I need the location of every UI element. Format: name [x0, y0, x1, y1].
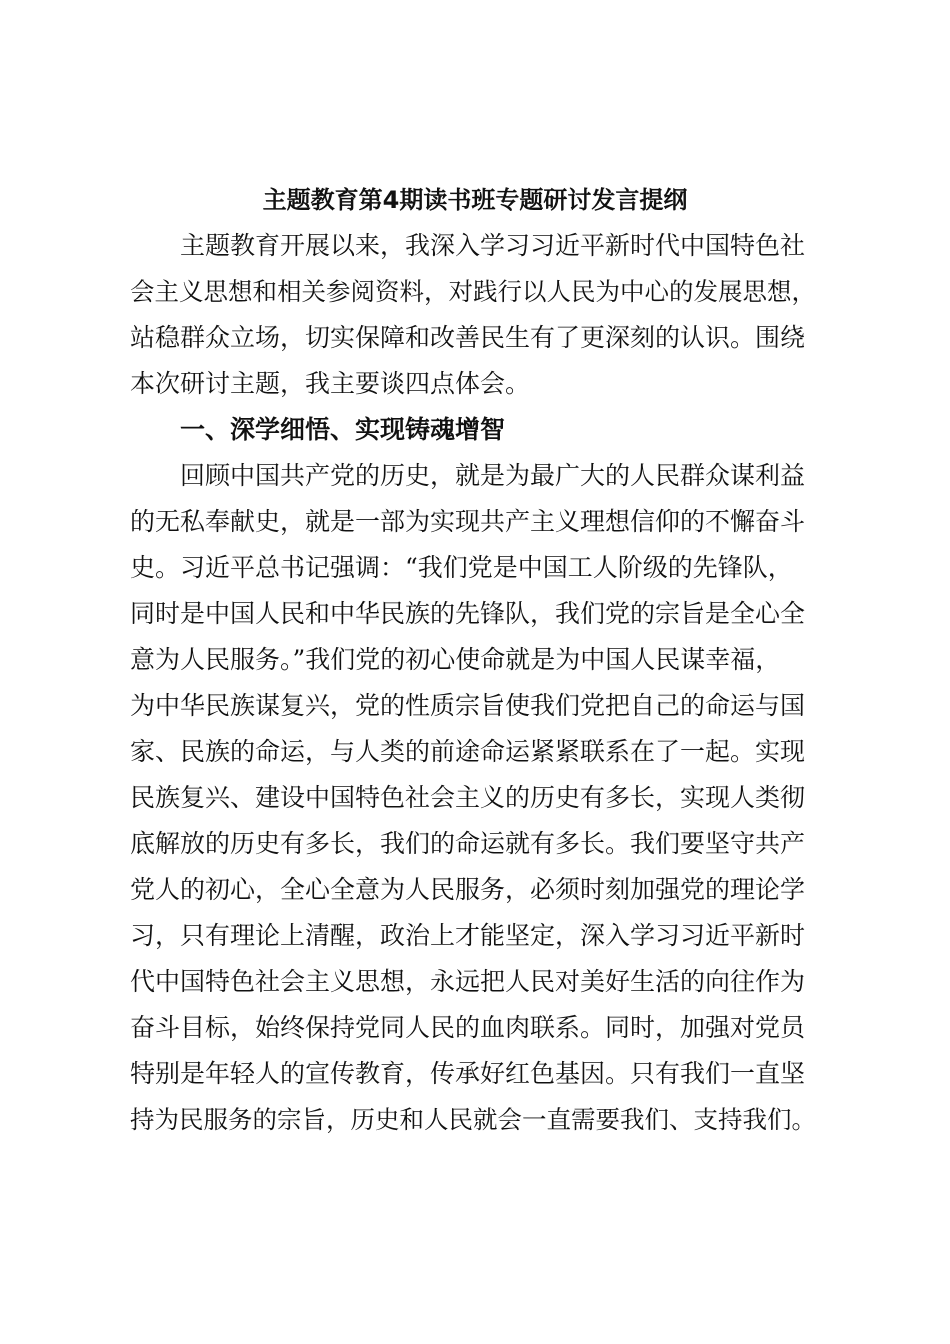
intro-line: 站稳群众立场，切实保障和改善民生有了更深刻的认识。围绕 [130, 323, 806, 352]
body-line: 习，只有理论上清醒，政治上才能坚定，深入学习习近平新时 [130, 921, 806, 950]
intro-line: 本次研讨主题，我主要谈四点体会。 [130, 369, 531, 398]
body-line: 奋斗目标，始终保持党同人民的血肉联系。同时，加强对党员 [130, 1013, 806, 1042]
section-heading: 一、深学细悟、实现铸魂增智 [180, 415, 506, 444]
document-title: 主题教育第4期读书班专题研讨发言提纲 [262, 186, 688, 214]
body-line: 持为民服务的宗旨，历史和人民就会一直需要我们、支持我们。 [130, 1105, 816, 1134]
body-line: 特别是年轻人的宣传教育，传承好红色基因。只有我们一直坚 [130, 1059, 806, 1088]
body-line: 史。习近平总书记强调：“我们党是中国工人阶级的先锋队， [130, 553, 793, 582]
intro-line: 会主义思想和相关参阅资料，对践行以人民为中心的发展思想， [130, 277, 816, 306]
body-line: 意为人民服务。”我们党的初心使命就是为中国人民谋幸福， [130, 645, 781, 674]
body-line: 党人的初心，全心全意为人民服务，必须时刻加强党的理论学 [130, 875, 806, 904]
body-line: 民族复兴、建设中国特色社会主义的历史有多长，实现人类彻 [130, 783, 806, 812]
body-line: 为中华民族谋复兴，党的性质宗旨使我们党把自己的命运与国 [130, 691, 806, 720]
body-line: 家、民族的命运，与人类的前途命运紧紧联系在了一起。实现 [130, 737, 806, 766]
body-line: 代中国特色社会主义思想，永远把人民对美好生活的向往作为 [130, 967, 806, 996]
body-line: 回顾中国共产党的历史，就是为最广大的人民群众谋利益 [180, 461, 806, 490]
body-line: 同时是中国人民和中华民族的先锋队，我们党的宗旨是全心全 [130, 599, 806, 628]
body-line: 底解放的历史有多长，我们的命运就有多长。我们要坚守共产 [130, 829, 806, 858]
body-line: 的无私奉献史，就是一部为实现共产主义理想信仰的不懈奋斗 [130, 507, 806, 536]
intro-line: 主题教育开展以来，我深入学习习近平新时代中国特色社 [180, 231, 806, 260]
